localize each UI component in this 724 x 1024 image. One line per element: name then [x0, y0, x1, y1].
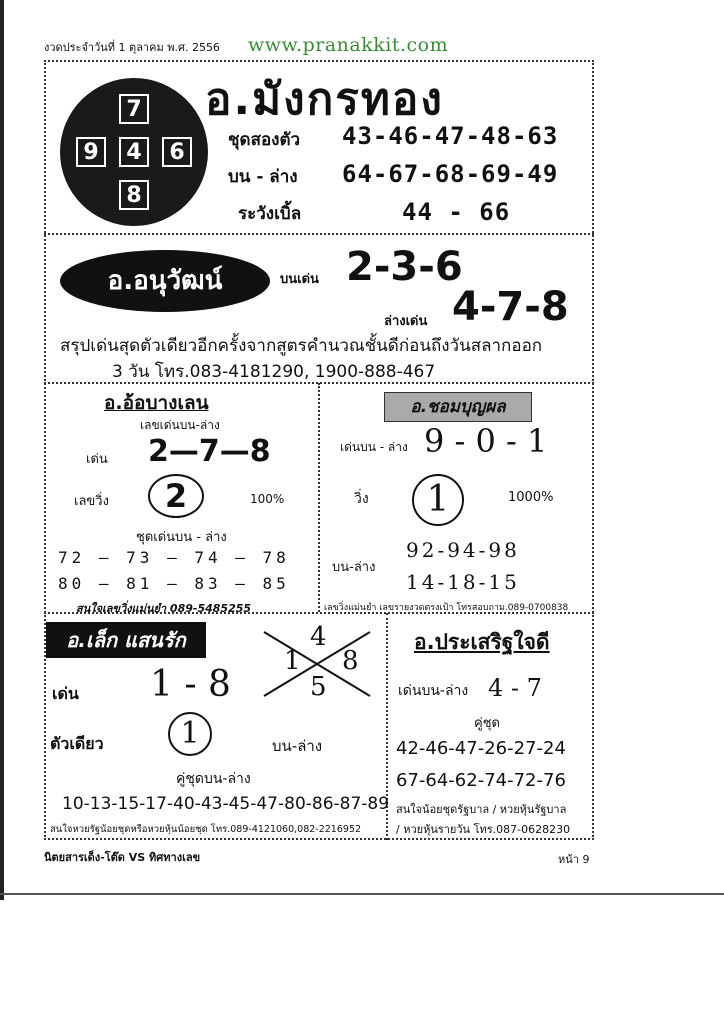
section-title: อ.ชอมบุญผล — [384, 392, 532, 422]
sub-label: เลขเด่นบน-ล่าง — [140, 418, 220, 432]
grid-number: 9 — [76, 137, 106, 167]
row-value: 64-67-68-69-49 — [342, 160, 559, 188]
number-grid-circle — [60, 78, 208, 226]
main-label: เด่นบน - ล่าง — [340, 440, 408, 454]
footer-text: / หวยหุ้นรายวัน โทร.087-0628230 — [396, 823, 571, 836]
main-value: 1 - 8 — [150, 664, 231, 705]
section-title: อ.มังกรทอง — [205, 74, 444, 125]
bottom-label: ล่างเด่น — [384, 314, 428, 329]
grid-number: 4 — [119, 137, 149, 167]
footer-text: สนใจน้อยชุดรัฐบาล / หวยหุ้นรัฐบาล — [396, 803, 567, 816]
row-label: ระวังเบิ้ล — [238, 204, 302, 224]
main-label: เด่น — [86, 452, 108, 467]
footer-text: เลขวิ่งแม่นยำ เลขรายงวดตรงเป้า โทรสอบถาม.089-0700838 — [324, 603, 569, 613]
row-label: ชุดสองตัว — [228, 130, 301, 150]
main-label: เด่นบน-ล่าง — [398, 683, 469, 699]
pairs-row: 92-94-98 — [406, 538, 520, 562]
main-value: 9 - 0 - 1 — [424, 422, 548, 460]
row-value: 43-46-47-48-63 — [342, 122, 559, 150]
grid-number: 7 — [119, 94, 149, 124]
run-label: เลขวิ่ง — [74, 494, 109, 509]
set-row: 67-64-62-74-72-76 — [396, 770, 566, 791]
position-label: บน-ล่าง — [272, 737, 323, 755]
run-circle: 1 — [412, 474, 464, 526]
set-label: คู่ชุด — [474, 716, 500, 731]
cross-number: 1 — [284, 646, 301, 676]
set-label: ชุดเด่นบน - ล่าง — [136, 530, 227, 545]
grid-number: 8 — [119, 180, 149, 210]
cross-number: 5 — [310, 672, 327, 702]
set-label: คู่ชุดบน-ล่าง — [176, 771, 251, 787]
row-value: 44 - 66 — [402, 198, 511, 226]
scan-edge — [0, 893, 724, 895]
cross-number: 4 — [310, 622, 327, 652]
section-title: อ.อ้อบางเลน — [104, 392, 209, 414]
website-url: www.pranakkit.com — [248, 34, 449, 56]
set-row: 42-46-47-26-27-24 — [396, 738, 566, 759]
main-label: เด่น — [52, 684, 79, 703]
summary-text: สรุปเด่นสุดตัวเดียวอีกครั้งจากสูตรคำนวณชั้นดีก่อนถึงวันสลากออก — [60, 336, 543, 356]
page-number: หน้า 9 — [558, 853, 590, 866]
top-value: 2-3-6 — [346, 244, 463, 290]
single-label: ตัวเดียว — [50, 734, 104, 753]
cross-number: 8 — [342, 646, 359, 676]
grid-number: 6 — [162, 137, 192, 167]
pairs-row: 14-18-15 — [406, 570, 520, 594]
row-label: บน - ล่าง — [228, 167, 298, 187]
section-title: อ.เล็ก แสนรัก — [46, 622, 206, 658]
magazine-name: นิตยสารเด็ง-โต๊ด VS ทิศทางเลข — [44, 851, 201, 864]
run-label: วิ่ง — [354, 491, 369, 507]
bottom-value: 4-7-8 — [452, 284, 569, 330]
divider — [318, 383, 320, 612]
date-line: งวดประจำวันที่ 1 ตุลาคม พ.ศ. 2556 — [44, 41, 220, 54]
run-percent: 100% — [250, 492, 285, 506]
divider — [44, 233, 594, 235]
run-circle: 2 — [148, 474, 204, 518]
author-badge: อ.อนุวัฒน์ — [60, 250, 270, 312]
set-values: 10-13-15-17-40-43-45-47-80-86-87-89 — [62, 794, 390, 814]
footer-text: สนใจเลขวิ่งแม่นยำ 089-5485255 — [76, 602, 252, 615]
set-row: 80 — 81 — 83 — 85 — [58, 574, 290, 593]
main-value: 4 - 7 — [488, 674, 542, 702]
contact-text: 3 วัน โทร.083-4181290, 1900-888-467 — [112, 362, 436, 382]
run-percent: 1000% — [508, 490, 554, 505]
section-title: อ.ประเสริฐใจดี — [414, 630, 550, 654]
footer-text: สนใจหวยรัฐน้อยชุดหรือหวยหุ้นน้อยชุด โทร.089-4121060,082-2216952 — [50, 824, 362, 835]
pairs-label: บน-ล่าง — [332, 560, 376, 575]
set-row: 72 — 73 — 74 — 78 — [58, 548, 290, 567]
single-circle: 1 — [168, 712, 212, 756]
scan-edge — [0, 0, 4, 900]
main-value: 2—7—8 — [148, 434, 271, 469]
top-label: บนเด่น — [280, 272, 319, 287]
